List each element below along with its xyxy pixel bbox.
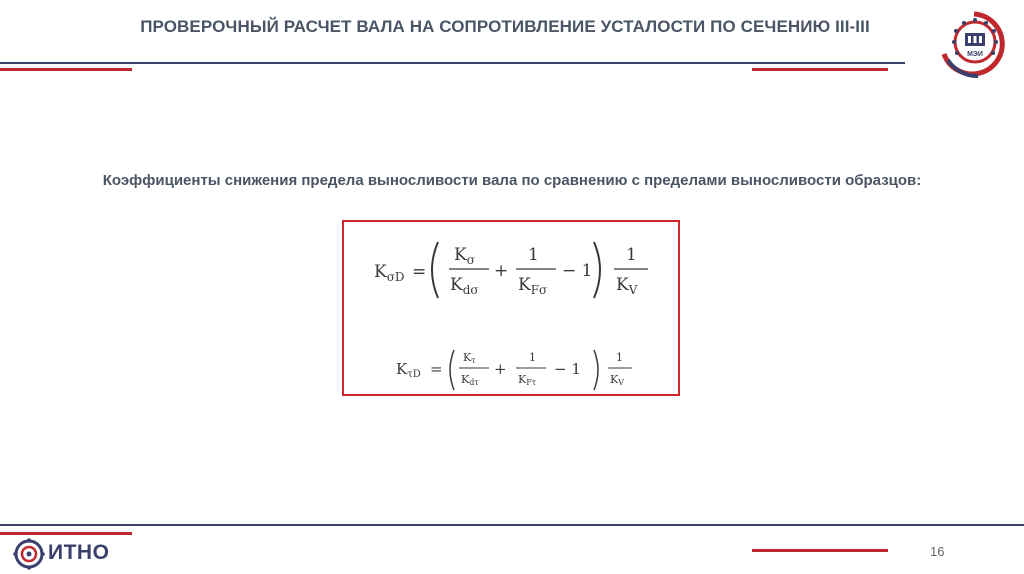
page-title: ПРОВЕРОЧНЫЙ РАСЧЕТ ВАЛА НА СОПРОТИВЛЕНИЕ УСТАЛОСТИ ПО СЕЧЕНИЮ III-III	[140, 17, 870, 36]
footer-accent-right	[752, 549, 888, 552]
formula2-frac3-num: 1	[616, 351, 623, 364]
footer-accent-left	[0, 532, 132, 535]
header-accent-right	[752, 68, 888, 71]
itno-logo-icon	[12, 538, 46, 570]
formula1-tail: − 1	[562, 261, 593, 281]
formula-tau	[344, 340, 678, 396]
svg-text:=: =	[430, 360, 443, 378]
section-subtitle: Коэффициенты снижения предела выносливости вала по сравнению с пределами выносливости образцов:	[102, 172, 922, 189]
mei-logo-icon	[934, 4, 1016, 80]
formula1-frac3-den: $K_V$	[616, 275, 638, 297]
formula-sigma	[344, 232, 678, 312]
svg-text:KτD: $K_{\tau D}$	[396, 360, 421, 380]
footer-divider	[0, 524, 1024, 526]
svg-text:+: +	[494, 261, 509, 281]
svg-text:KσD: $K_{\sigma D}$	[374, 262, 405, 284]
svg-text:=: =	[412, 262, 427, 282]
formula2-frac2-num: 1	[529, 351, 536, 364]
formula1-frac2-den: $K_{F\sigma}$	[518, 275, 548, 297]
formula2-frac1-num: Kτ	[463, 351, 476, 365]
formula1-frac2-num: 1	[528, 245, 539, 265]
footer-brand: ИТНО	[48, 541, 110, 564]
formula1-frac1-den: $K_{d\sigma}$	[450, 275, 479, 297]
formula2-frac2-den: KFτ	[518, 373, 537, 387]
formula1-frac1-num: $K_\sigma$	[454, 245, 475, 267]
formula2-frac3-den: KV	[610, 373, 624, 387]
header-divider	[0, 62, 905, 64]
formula2-frac1-den: Kdτ	[461, 373, 479, 387]
formula1-lhs: K	[374, 262, 387, 282]
header-accent-left	[0, 68, 132, 71]
mei-logo-text: МЭИ	[967, 51, 983, 58]
svg-text:+: +	[494, 360, 507, 378]
page-number: 16	[930, 544, 945, 559]
formula1-frac3-num: 1	[626, 245, 637, 265]
formula2-lhs: K	[396, 360, 408, 378]
formula2-tail: − 1	[554, 360, 581, 378]
